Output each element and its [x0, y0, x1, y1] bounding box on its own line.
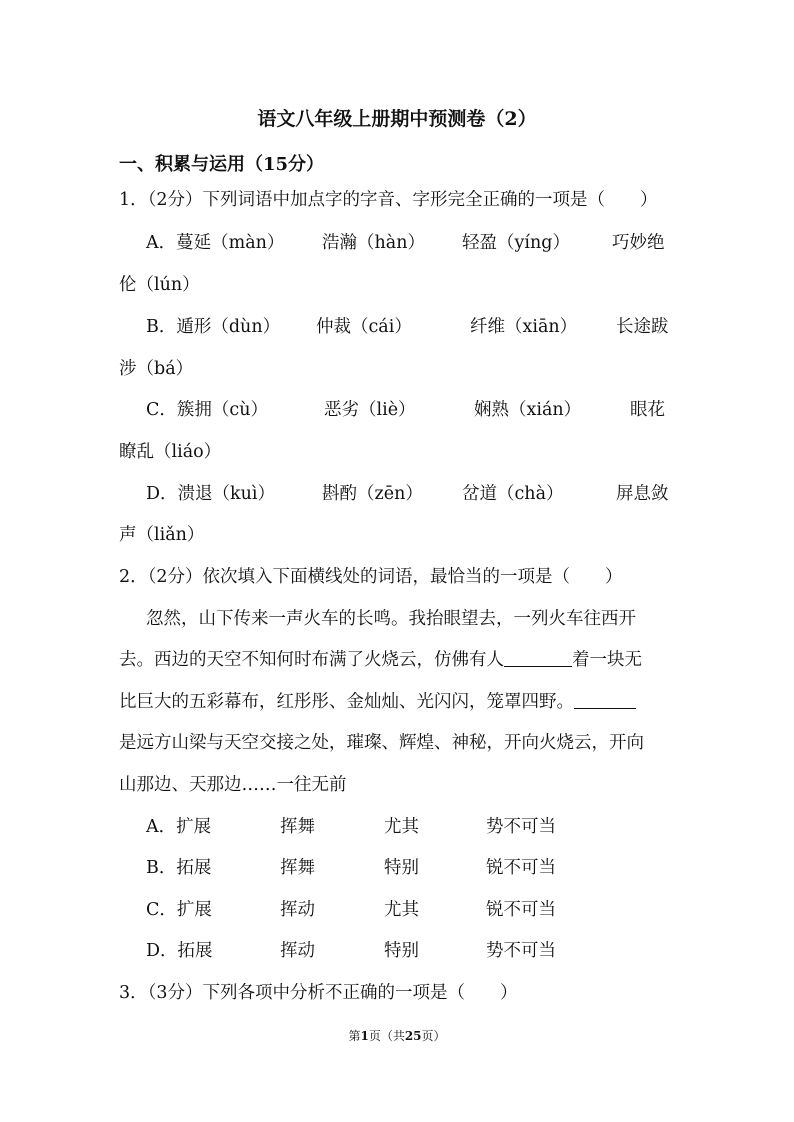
- q2-option-c-4: 锐不可当: [486, 900, 556, 920]
- footer-mid: 页（共: [368, 1029, 405, 1043]
- q1-option-d-4: 屏息敛: [616, 484, 669, 504]
- q2-option-d-2: 挥动: [280, 941, 315, 961]
- q1-option-b-3: 纤维（xiān）: [470, 317, 578, 337]
- q2-passage-text: 比巨大的五彩幕布，红彤彤、金灿灿、光闪闪，笼罩四野。: [119, 692, 574, 712]
- q2-passage-line-5: 山那边、天那边……一往无前: [119, 775, 347, 795]
- q1-option-a-1: A．蔓延（màn）: [146, 233, 285, 253]
- q2-passage-text: 着一块无: [572, 650, 642, 670]
- q2-option-d-3: 特别: [384, 941, 419, 961]
- footer-page-number: 1: [360, 1029, 369, 1043]
- q3-stem: 3．（3分）下列各项中分析不正确的一项是（ ）: [119, 983, 518, 1003]
- q1-option-d-cont: 声（liǎn）: [119, 525, 205, 545]
- page-title: 语文八年级上册期中预测卷（2）: [257, 108, 537, 130]
- q2-passage-line-1: 忽然，山下传来一声火车的长鸣。我抬眼望去，一列火车往西开: [146, 609, 636, 629]
- q1-option-a-3: 轻盈（yíng）: [462, 233, 570, 253]
- q2-stem: 2．（2分）依次填入下面横线处的词语，最恰当的一项是（ ）: [119, 567, 623, 587]
- footer-suffix: 页）: [421, 1029, 446, 1043]
- q1-option-b-2: 仲裁（cái）: [316, 317, 412, 337]
- q1-option-d-1: D．溃退（kuì）: [146, 484, 276, 504]
- q2-option-d-1: D．拓展: [146, 941, 213, 961]
- section-heading: 一、积累与运用（15分）: [119, 154, 325, 175]
- q2-option-a-2: 挥舞: [280, 817, 315, 837]
- q1-option-c-4: 眼花: [630, 400, 665, 420]
- q1-option-c-3: 娴熟（xián）: [474, 400, 582, 420]
- q2-option-b-3: 特别: [384, 858, 419, 878]
- q1-stem: 1．（2分）下列词语中加点字的字音、字形完全正确的一项是（ ）: [119, 190, 658, 210]
- answer-blank-2: [574, 690, 636, 709]
- q1-option-a-2: 浩瀚（hàn）: [322, 233, 425, 253]
- q1-option-c-cont: 瞭乱（liáo）: [119, 442, 222, 462]
- q1-option-d-2: 斟酌（zēn）: [322, 484, 423, 504]
- q1-option-b-cont: 涉（bá）: [119, 359, 194, 379]
- q1-option-d-3: 岔道（chà）: [462, 484, 564, 504]
- q2-option-d-4: 势不可当: [486, 941, 556, 961]
- q2-option-a-4: 势不可当: [486, 817, 556, 837]
- q2-passage-text: 去。西边的天空不知何时布满了火烧云，仿佛有人: [119, 650, 504, 670]
- q2-option-a-3: 尤其: [384, 817, 419, 837]
- answer-blank-1: [504, 648, 572, 667]
- footer-prefix: 第: [348, 1029, 361, 1043]
- footer-total-pages: 25: [404, 1029, 422, 1043]
- q2-option-b-2: 挥舞: [280, 858, 315, 878]
- q1-option-a-cont: 伦（lún）: [119, 275, 200, 295]
- q1-option-b-4: 长途跋: [616, 317, 669, 337]
- q1-option-b-1: B．遁形（dùn）: [146, 317, 281, 337]
- q2-option-b-4: 锐不可当: [486, 858, 556, 878]
- q2-option-c-2: 挥动: [280, 900, 315, 920]
- q2-passage-line-4: 是远方山梁与天空交接之处，璀璨、辉煌、神秘，开向火烧云，开向: [119, 733, 644, 753]
- q2-option-b-1: B．拓展: [146, 858, 212, 878]
- q2-option-c-3: 尤其: [384, 900, 419, 920]
- q1-option-c-2: 恶劣（liè）: [324, 400, 416, 420]
- q1-option-a-4: 巧妙绝: [612, 233, 665, 253]
- page-footer: [0, 1027, 794, 1044]
- q2-passage-line-3: [119, 690, 636, 714]
- q1-option-c-1: C．簇拥（cù）: [146, 400, 268, 420]
- q2-passage-line-2: [119, 648, 642, 672]
- q2-option-a-1: A．扩展: [146, 817, 212, 837]
- q2-option-c-1: C．扩展: [146, 900, 212, 920]
